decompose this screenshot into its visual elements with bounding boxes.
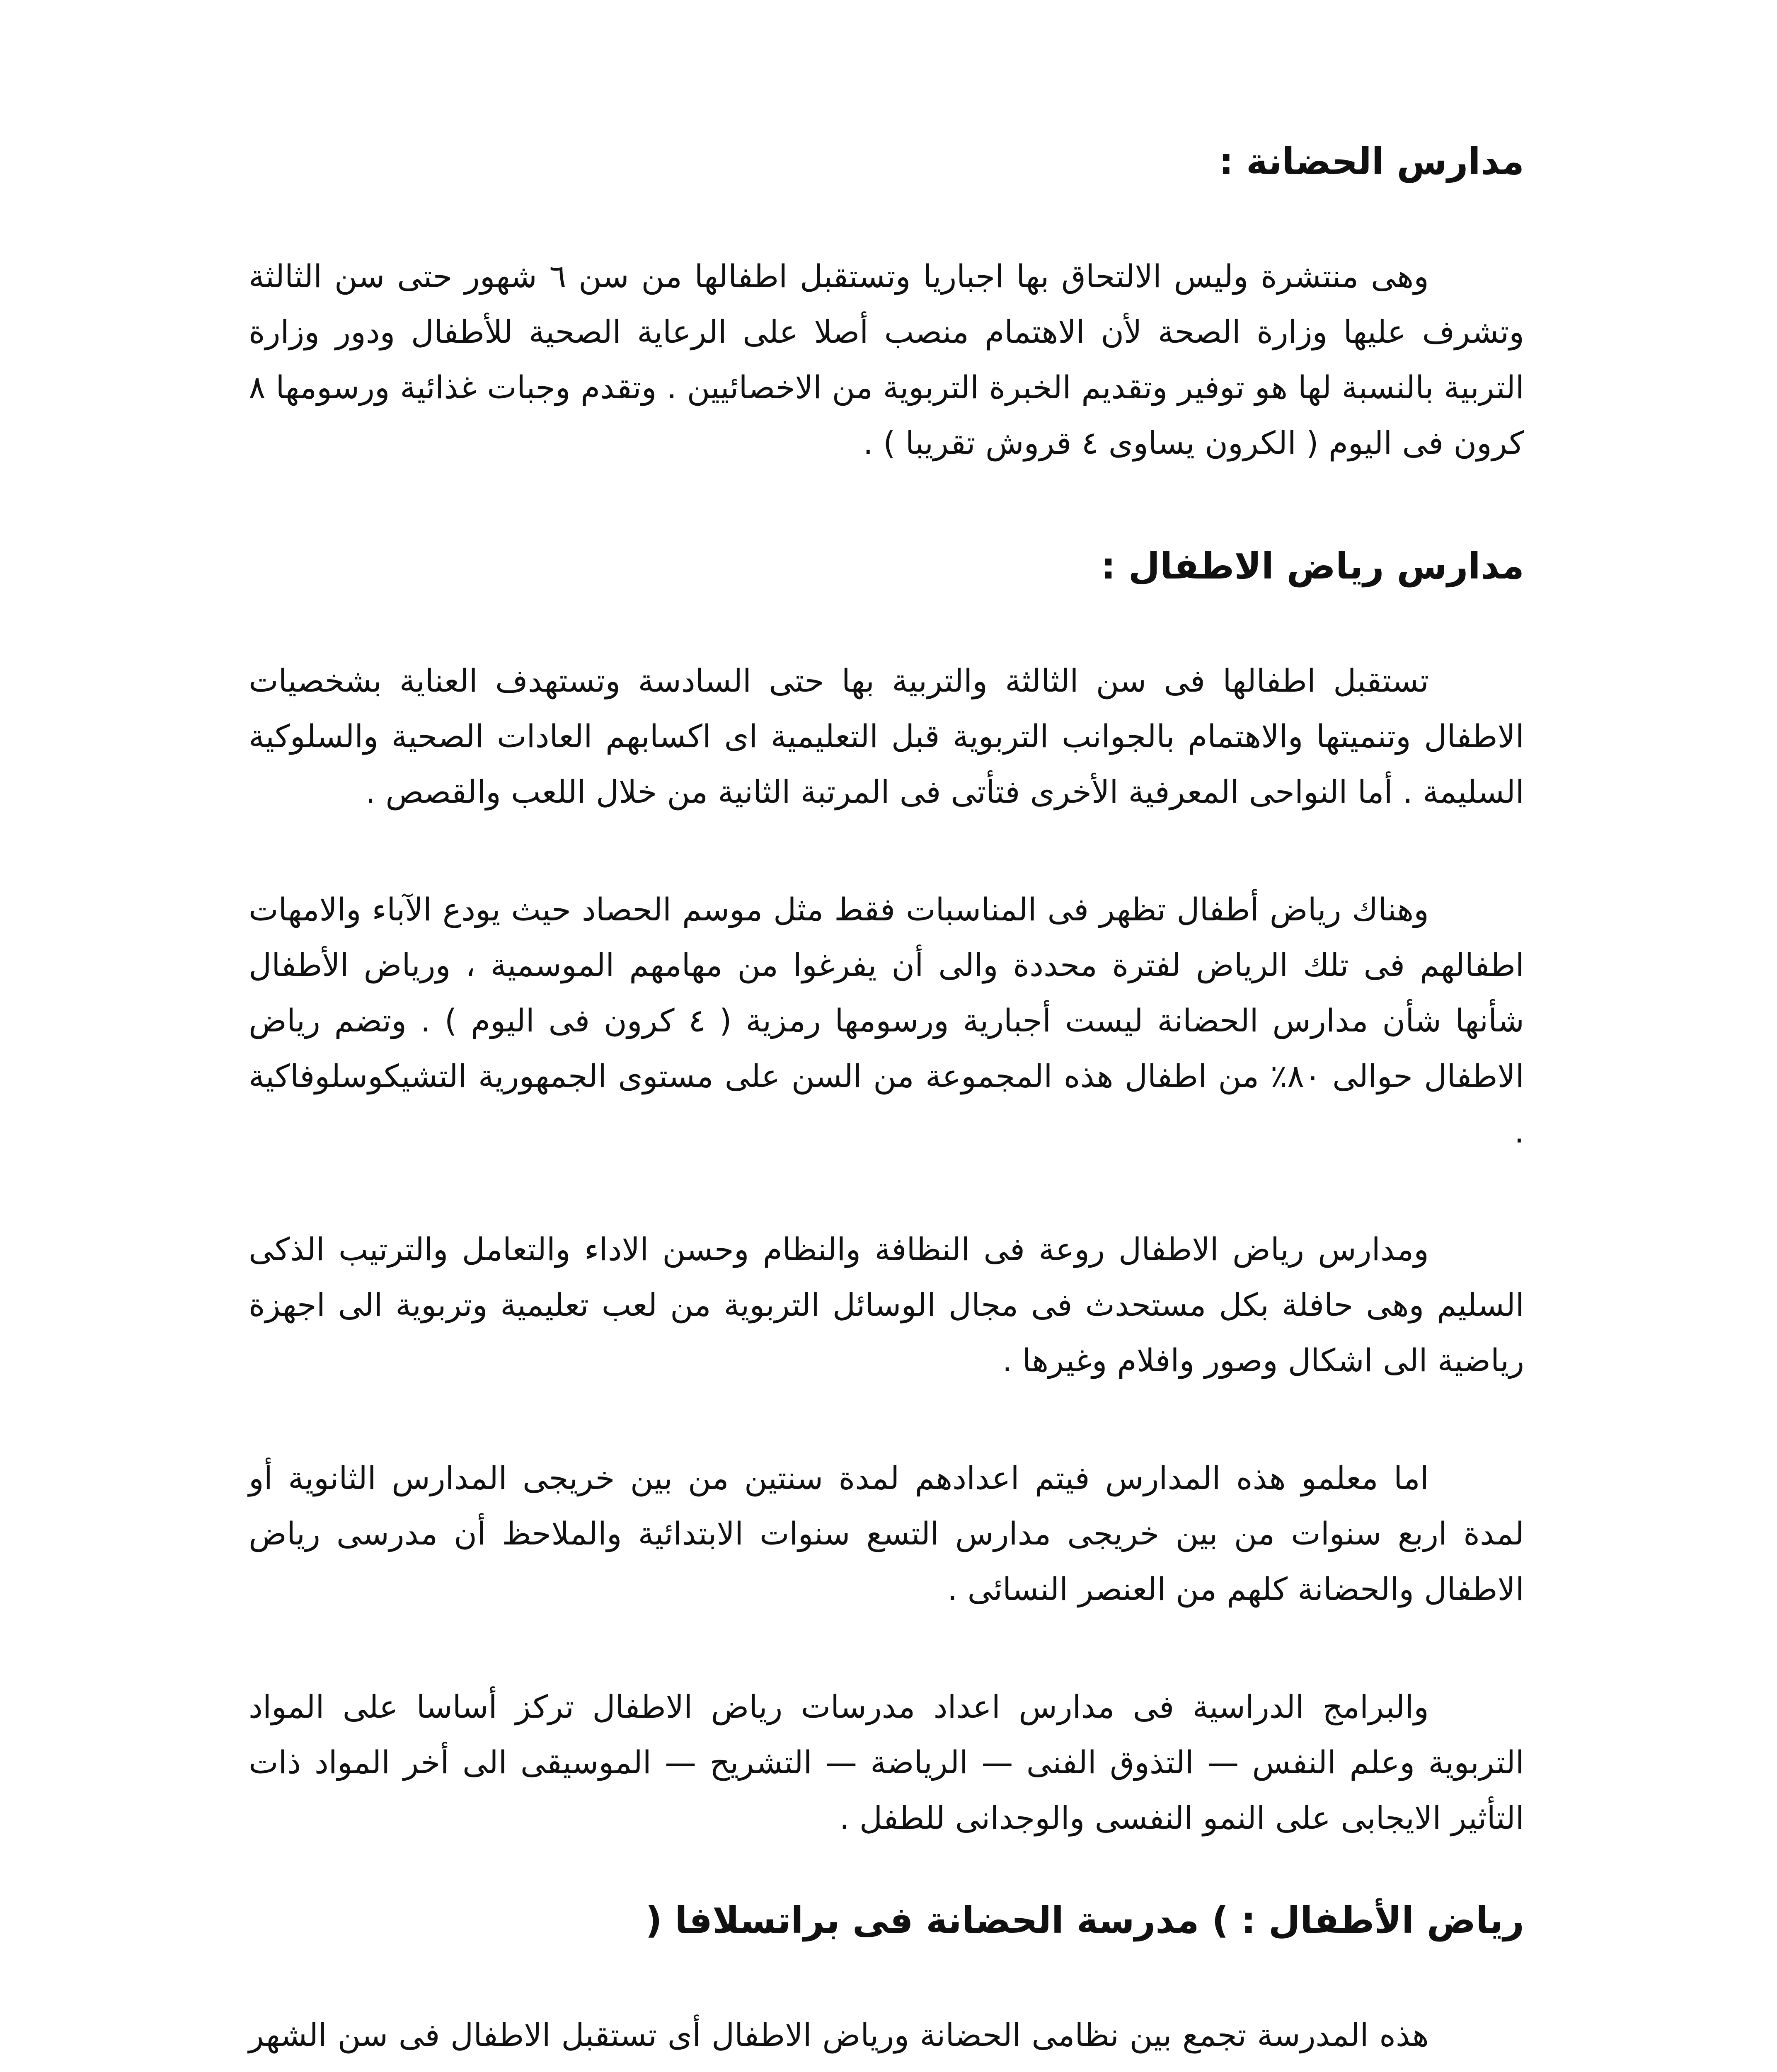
- section-heading-nurseries: مدارس الحضانة :: [1219, 140, 1524, 183]
- paragraph-teachers: اما معلمو هذه المدارس فيتم اعدادهم لمدة سنتين من بين خريجى المدارس الثانوية أو لمدة اربع سنوات من بين خريجى مدارس التسع سنوات الابتدائية والملاحظ أن مدرسى رياض الاطفال والحضانة كلهم من العنصر النسائى .: [249, 1460, 1524, 1607]
- section-heading-kindergartens: مدارس رياض الاطفال :: [1101, 545, 1524, 587]
- paragraph-kindergarten-quality: ومدارس رياض الاطفال روعة فى النظافة والنظام وحسن الاداء والتعامل والترتيب الذكى السليم وهى حافلة بكل مستحدث فى مجال الوسائل التربوية من لعب تعليمية وتربوية الى اجهزة رياضية الى اشكال وصور وافلام وغيرها .: [249, 1231, 1524, 1379]
- paragraph-curriculum: والبرامج الدراسية فى مدارس اعداد مدرسات رياض الاطفال تركز أساسا على المواد التربوية وعلم النفس — التذوق الفنى — الرياضة — التشريح — الموسيقى الى أخر المواد ذات التأثير الايجابى على النمو النفسى والوجدانى للطفل .: [249, 1688, 1524, 1836]
- paragraph-seasonal-kindergartens: وهناك رياض أطفال تظهر فى المناسبات فقط مثل موسم الحصاد حيث يودع الآباء والامهات اطفالهم فى تلك الرياض لفترة محددة والى أن يفرغوا من مهامهم الموسمية ، ورياض الأطفال شأنها شأن مدارس الحضانة ليست أجبارية ورسومها رمزية ( ٤ كرون فى اليوم ) . وتضم رياض الاطفال حوالى ٨٠٪ من اطفال هذه المجموعة من السن على مستوى الجمهورية التشيكوسلوفاكية .: [249, 891, 1524, 1150]
- paragraph-nurseries: وهى منتشرة وليس الالتحاق بها اجباريا وتستقبل اطفالها من سن ٦ شهور حتى سن الثالثة وتشرف عليها وزارة الصحة لأن الاهتمام منصب أصلا على الرعاية الصحية للأطفال ودور وزارة التربية بالنسبة لها هو توفير وتقديم الخبرة التربوية من الاخصائيين . وتقدم وجبات غذائية ورسومها ٨ كرون فى اليوم ( الكرون يساوى ٤ قروش تقريبا ) .: [249, 258, 1524, 461]
- section-heading-bratislava-school: رياض الأطفال : ) مدرسة الحضانة فى براتسلافا (: [645, 1899, 1524, 1941]
- paragraph-bratislava-school: هذه المدرسة تجمع بين نظامى الحضانة ورياض الاطفال أى تستقبل الاطفال فى سن الشهر: [249, 2016, 1429, 2053]
- paragraph-kindergarten-goals: تستقبل اطفالها فى سن الثالثة والتربية بها حتى السادسة وتستهدف العناية بشخصيات الاطفال وتنميتها والاهتمام بالجوانب التربوية قبل التعليمية اى اكسابهم العادات الصحية والسلوكية السليمة . أما النواحى المعرفية الأخرى فتأتى فى المرتبة الثانية من خلال اللعب والقصص .: [249, 662, 1524, 810]
